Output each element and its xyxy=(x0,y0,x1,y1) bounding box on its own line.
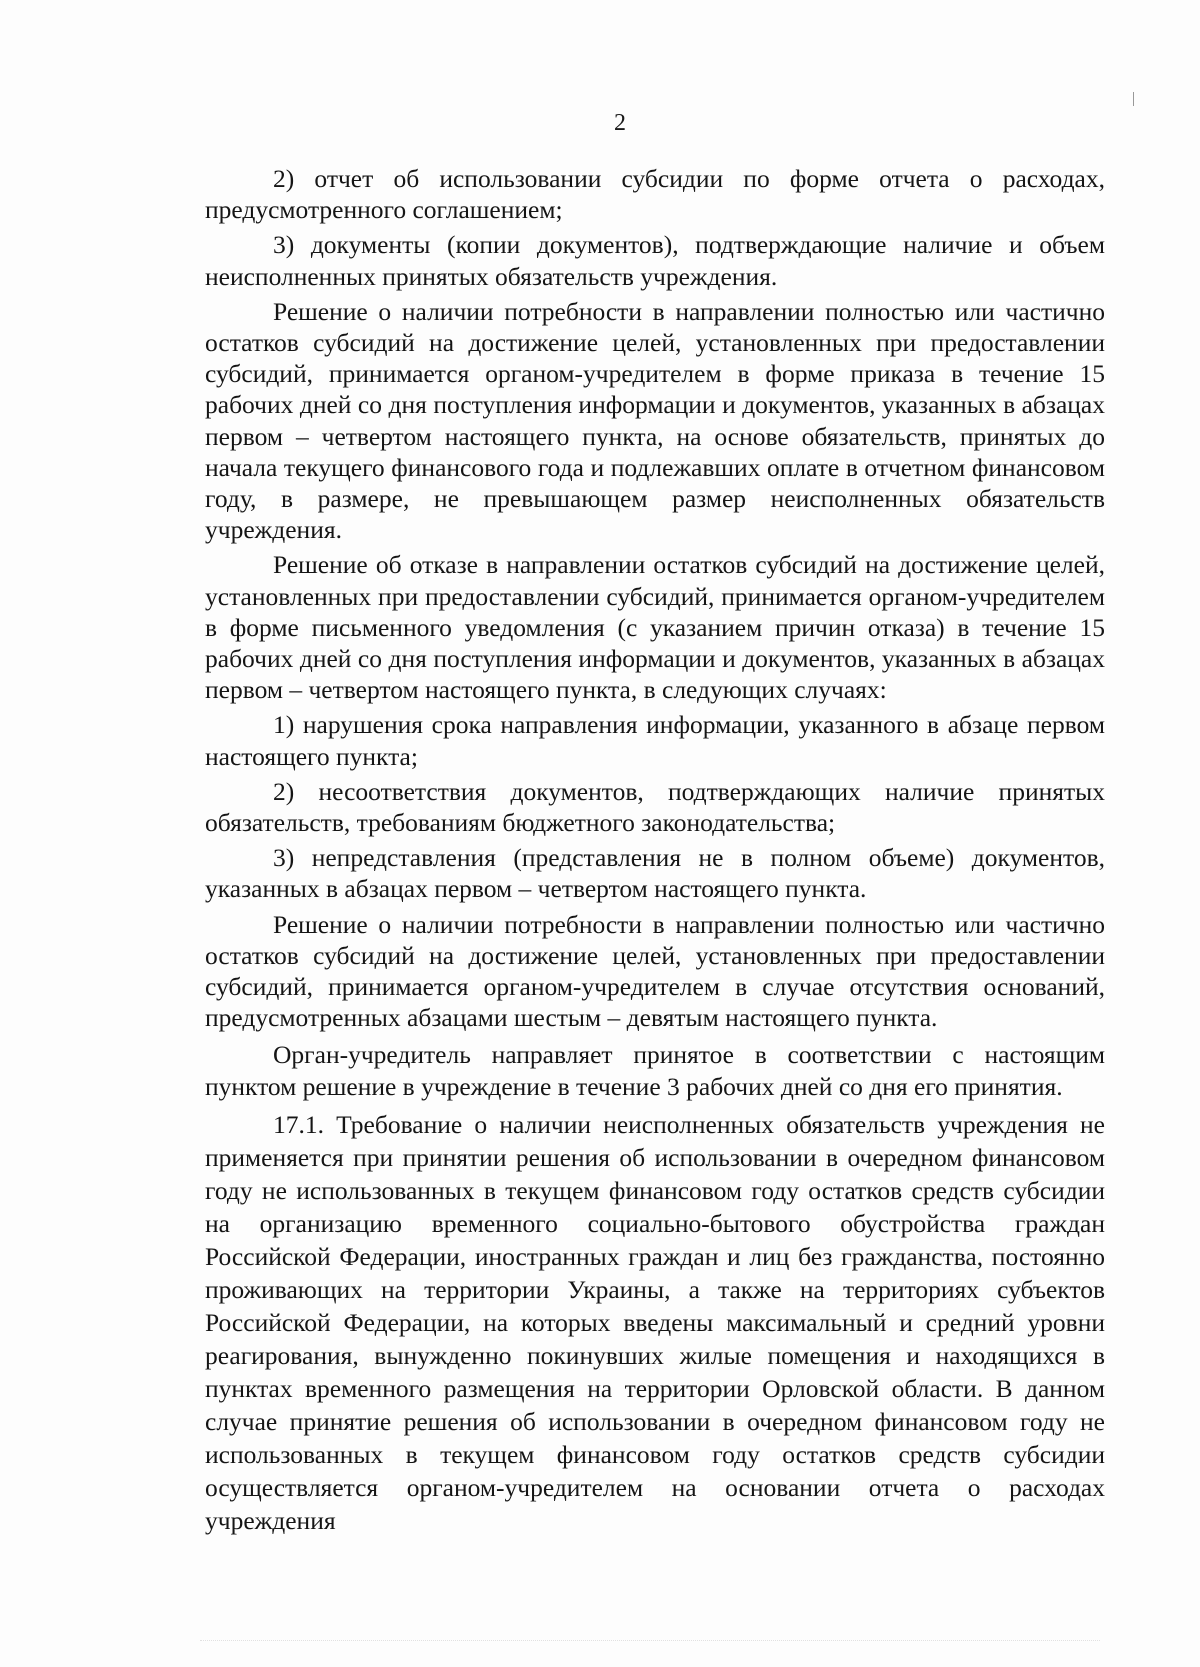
page-number: 2 xyxy=(614,110,626,136)
paragraph-notification: Орган-учредитель направляет принятое в соответствии с настоящим пунктом решение в учреждение в течение 3 рабочих дней со дня его принятия. xyxy=(205,1040,1105,1101)
scan-mark xyxy=(1133,92,1134,106)
paragraph-case-1: 1) нарушения срока направления информации, указанного в абзаце первом настоящего пункта; xyxy=(205,710,1105,771)
paragraph-decision-refusal: Решение об отказе в направлении остатков субсидий на достижение целей, установленных при предоставлении субсидий, принимается органом-учредителем в форме письменного уведомления (с указанием причин отказа) в течение 15 рабочих дней со дня поступления информации и документов, указанных в абзацах первом – четвертом настоящего пункта, в следующих случаях: xyxy=(205,550,1105,705)
paragraph-decision-absence: Решение о наличии потребности в направлении полностью или частично остатков субсидий на достижение целей, установленных при предоставлении субсидий, принимается органом-учредителем в случае отсутствия оснований, предусмотренных абзацами шестым – девятым настоящего пункта. xyxy=(205,909,1105,1033)
paragraph-decision-need: Решение о наличии потребности в направлении полностью или частично остатков субсидий на достижение целей, установленных при предоставлении субсидий, принимается органом-учредителем в форме приказа в течение 15 рабочих дней со дня поступления информации и документов, указанных в абзацах первом – четвертом настоящего пункта, на основе обязательств, принятых до начала текущего финансового года и подлежавших оплате в отчетном финансовом году, в размере, не превышающем размер неисполненных обязательств учреждения. xyxy=(205,296,1105,545)
paragraph-case-3: 3) непредставления (представления не в полном объеме) документов, указанных в абзацах первом – четвертом настоящего пункта. xyxy=(205,843,1105,904)
paragraph-case-2: 2) несоответствия документов, подтверждающих наличие принятых обязательств, требованиям бюджетного законодательства; xyxy=(205,776,1105,838)
scan-artifact xyxy=(200,1640,1100,1649)
document-body xyxy=(205,163,1105,1541)
paragraph-section-17-1: 17.1. Требование о наличии неисполненных обязательств учреждения не применяется при принятии решения об использовании в очередном финансовом году не использованных в текущем финансовом году остатков средств субсидии на организацию временного социально-бытового обустройства граждан Российской Федерации, иностранных граждан и лиц без гражданства, постоянно проживающих на территории Украины, а также на территориях субъектов Российской Федерации, на которых введены максимальный и средний уровни реагирования, вынужденно покинувших жилые помещения и находящихся в пунктах временного размещения на территории Орловской области. В данном случае принятие решения об использовании в очередном финансовом году не использованных в текущем финансовом году остатков средств субсидии осуществляется органом-учредителем на основании отчета о расходах учреждения xyxy=(205,1109,1105,1535)
paragraph-documents-item: 3) документы (копии документов), подтверждающие наличие и объем неисполненных принятых обязательств учреждения. xyxy=(205,230,1105,291)
paragraph-report-item: 2) отчет об использовании субсидии по форме отчета о расходах, предусмотренного соглашением; xyxy=(205,164,1105,225)
